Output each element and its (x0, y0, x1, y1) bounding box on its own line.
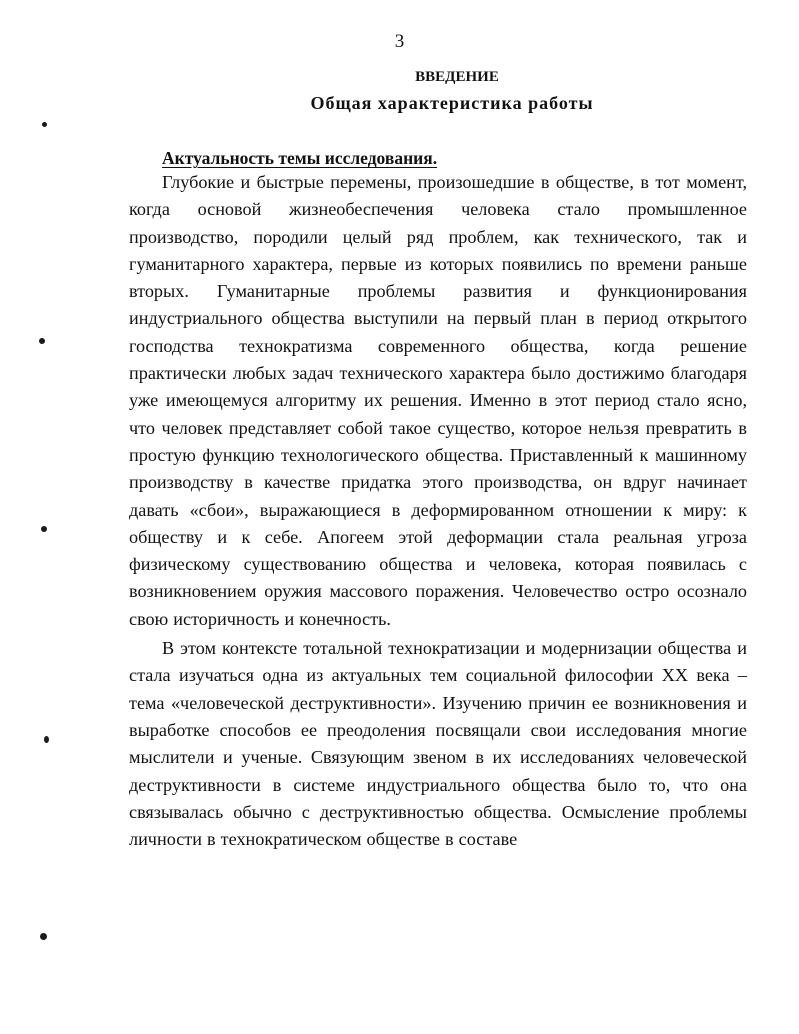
section-title: Актуальность темы исследования. (162, 148, 438, 168)
scan-margin-mark (39, 338, 45, 344)
scan-margin-mark (42, 122, 47, 127)
scan-margin-mark (40, 933, 47, 940)
general-heading: Общая характеристика работы (310, 93, 594, 113)
paragraph-2: В этом контексте тотальной технократизации и модернизации общества и стала изучаться одна из актуальных тем социальной философии XX века – тема «человеческой деструктивности». Изучению причин ее возникновения и выработке способов ее преодоления посвящали свои исследования многие мыслители и ученые. Связующим звеном в их исследованиях человеческой деструктивности в системе индустриального общества было то, что она связывалась обычно с деструктивностью общества. Осмысление проблемы личности в технократическом обществе в составе (129, 638, 747, 850)
scan-margin-mark (44, 736, 49, 743)
text-body (129, 169, 747, 853)
paragraph-1: Глубокие и быстрые перемены, произошедшие в обществе, в тот момент, когда основой жизнеобеспечения человека стало промышленное производство, породили целый ряд проблем, как технического, так и гуманитарного характера, первые из которых появились по времени раньше вторых. Гуманитарные проблемы развития и функционирования индустриального общества выступили на первый план в период открытого господства технократизма современного общества, когда решение практически любых задач технического характера было достижимо благодаря уже имеющемуся алгоритму их решения. Именно в этот период стало ясно, что человек представляет собой такое существо, которое нельзя превратить в простую функцию технологического общества. Приставленный к машинному производству в качестве придатка этого производства, он вдруг начинает давать «сбои», выражающиеся в деформированном отношении к миру: к обществу и к себе. Апогеем этой деформации стала реальная угроза физическому существованию общества и человека, которая появилась с возникновением оружия массового поражения. Человечество остро осознало свою историчность и конечность. (129, 172, 747, 629)
scan-margin-mark (41, 526, 47, 532)
introduction-heading: ВВЕДЕНИЕ (415, 69, 499, 85)
page-number: 3 (394, 31, 405, 52)
